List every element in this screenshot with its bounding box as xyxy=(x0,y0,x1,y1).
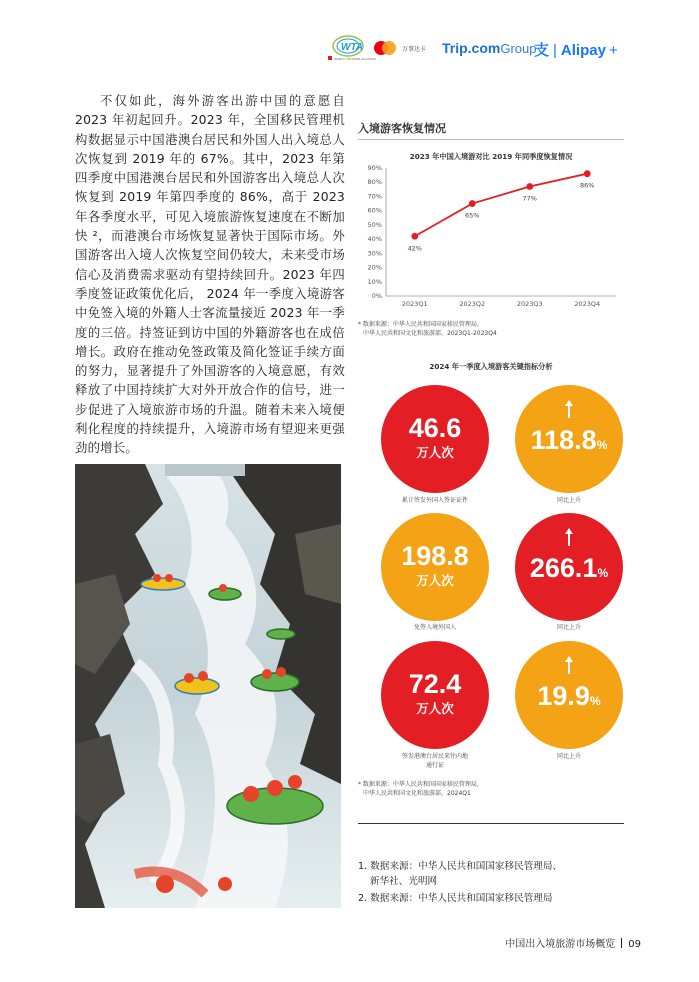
kpi-hmt-permits-caption xyxy=(365,752,505,770)
y-tick-label: 20% xyxy=(367,263,382,272)
mastercard-logo xyxy=(374,41,396,55)
x-tick-label: 2023Q1 xyxy=(401,300,428,308)
up-arrow-icon xyxy=(564,655,574,675)
kpi-visa-free-unit: 万人次 xyxy=(416,573,454,588)
x-tick-label: 2023Q3 xyxy=(516,300,543,308)
title-divider xyxy=(358,139,624,140)
footnote-divider xyxy=(358,823,624,824)
kpi-visas-unit: 万人次 xyxy=(416,445,454,460)
alipay-logo: 支 | Alipay + xyxy=(534,42,618,59)
kpi-hmt-permits-caption-line1: 签发港澳台居民来往内地 xyxy=(401,753,468,760)
series-line-path xyxy=(415,174,588,237)
chart-title: 2023 年中国入境游对比 2019 年同季度恢复情况 xyxy=(409,152,573,161)
y-tick-label: 80% xyxy=(367,178,382,187)
alipay-name: Alipay xyxy=(560,42,606,59)
rafting-photo xyxy=(75,464,341,908)
y-tick-label: 60% xyxy=(367,206,382,215)
kpi-source-note xyxy=(358,780,483,798)
kpi-hmt-permits-circle xyxy=(381,641,489,749)
x-tick-label: 2023Q4 xyxy=(574,300,601,308)
kpi-visas-caption: 累计签发外国人签证证件 xyxy=(401,497,468,504)
kpi-visa-free-growth-caption: 同比上升 xyxy=(556,624,581,631)
y-tick-label: 50% xyxy=(367,220,382,229)
y-tick-label: 40% xyxy=(367,235,382,244)
kpi-source-line2: 中华人民共和国文化和旅游部，2024Q1 xyxy=(363,790,471,797)
recovery-line-chart xyxy=(358,162,624,312)
kpi-visas-growth-circle xyxy=(515,385,623,493)
y-tick-label: 10% xyxy=(367,277,382,286)
footnote-2: 2. 数据来源：中华人民共和国国家移民管理局 xyxy=(358,893,553,904)
kpi-section-title: 2024 年一季度入境游客关键指标分析 xyxy=(429,362,553,371)
page-number: 09 xyxy=(628,939,641,950)
kpi-visas-value: 46.6 xyxy=(408,413,462,443)
svg-text:WTA: WTA xyxy=(341,42,364,53)
data-point xyxy=(469,200,476,207)
kpi-visa-free-value: 198.8 xyxy=(401,541,469,571)
up-arrow-icon xyxy=(564,399,574,419)
x-axis xyxy=(386,296,616,308)
kpi-visa-free-caption: 免签入境外国人 xyxy=(413,624,456,631)
alipay-plus: + xyxy=(608,42,618,59)
trip-group: Group xyxy=(500,41,537,56)
chart-source-line2: 中华人民共和国文化和旅游部，2023Q1-2023Q4 xyxy=(363,330,497,337)
footer-title: 中国出入境旅游市场概览 xyxy=(505,939,616,950)
footnote-1 xyxy=(358,859,624,889)
kpi-hmt-permits-unit: 万人次 xyxy=(416,701,454,716)
footer-separator xyxy=(621,938,622,948)
data-label: 86% xyxy=(580,181,595,190)
kpi-hmt-permits-value: 72.4 xyxy=(408,669,462,699)
kpi-visa-free-circle xyxy=(381,513,489,621)
trip-brand: Trip.com xyxy=(442,40,501,56)
body-paragraph: 不仅如此，海外游客出游中国的意愿自 2023 年初起回升。2023 年，全国移民管理机构数据显示中国港澳台居民和外国人出入境总人次恢复到 2019 年的 67%。其中，2023 年第四季度中国港澳台居民和外国游客出入境总人次恢复到 2019 年第四季度的 86%，高于 2023 年各季度水平，可见入境旅游恢复速度在不断加快 ²，而港澳台市场恢复显著快于国际市场。外国游客出入境人次恢复空间仍较大，未来受市场信心及消费需求驱动有望持续回升。2023 年四季度签证政策优化后， 2024 年一季度入境游客中免签入境的外籍人士客流量接近 2023 年一季度的三倍。持签证到访中国的外籍游客也在成倍增长。政府在推动免签政策及简化签证手续方面的努力，显著提升了外国游客的入境意愿，有效释放了中国持续扩大对外开放合作的信号，进一步促进了入境旅游市场的升温。随着未来入境便利化程度的持续提升，入境游市场有望迎来更强劲的增长。 xyxy=(75,93,345,456)
x-tick-label: 2023Q2 xyxy=(459,300,486,308)
y-tick-label: 70% xyxy=(367,192,382,201)
footnotes xyxy=(358,859,624,908)
kpi-visa-free-growth-circle xyxy=(515,513,623,621)
kpi-hmt-permits-caption-line2: 通行证 xyxy=(425,762,444,769)
kpi-hmt-growth-value: 19.9 xyxy=(537,681,590,711)
kpi-visas-growth-caption: 同比上升 xyxy=(556,497,581,504)
wta-caption: WORLD TOURISM ALLIANCE xyxy=(334,57,376,61)
chart-source-note xyxy=(358,320,497,338)
trip-com-logo xyxy=(442,40,537,56)
data-label: 42% xyxy=(407,244,422,253)
chart-source-line1: * 数据来源：中华人民共和国国家移民管理局， xyxy=(358,321,483,328)
y-tick-label: 90% xyxy=(367,164,382,172)
y-axis xyxy=(368,164,386,300)
data-label: 65% xyxy=(465,211,480,220)
kpi-visas-growth-unit: % xyxy=(596,438,608,452)
up-arrow-icon xyxy=(564,527,574,547)
kpi-hmt-growth-circle xyxy=(515,641,623,749)
data-label: 77% xyxy=(522,194,537,203)
kpi-source-line1: * 数据来源：中华人民共和国国家移民管理局， xyxy=(358,781,483,788)
data-point xyxy=(411,233,418,240)
alipay-mark: 支 xyxy=(534,42,550,59)
kpi-visas-growth-value: 118.8 xyxy=(530,425,597,455)
kpi-hmt-growth-caption: 同比上升 xyxy=(556,753,581,760)
kpi-hmt-growth-unit: % xyxy=(589,694,601,708)
page-footer xyxy=(505,935,641,950)
data-point xyxy=(584,170,591,177)
kpi-visa-free-growth-value: 266.1 xyxy=(529,553,598,583)
rafting-illustration xyxy=(75,464,341,908)
kpi-visa-free-growth-unit: % xyxy=(597,566,609,580)
footnote-1-line1: 1. 数据来源：中华人民共和国国家移民管理局、 xyxy=(358,861,563,872)
partner-logos xyxy=(328,32,628,66)
y-tick-label: 30% xyxy=(367,249,382,258)
data-point xyxy=(526,183,533,190)
mastercard-text: 万事达卡 xyxy=(402,46,427,53)
footnote-1-line2: 新华社、光明网 xyxy=(370,876,438,887)
y-tick-label: 0% xyxy=(371,292,382,300)
section-title: 入境游客恢复情况 xyxy=(358,122,446,135)
kpi-visas-circle xyxy=(381,385,489,493)
series-line xyxy=(408,170,595,252)
